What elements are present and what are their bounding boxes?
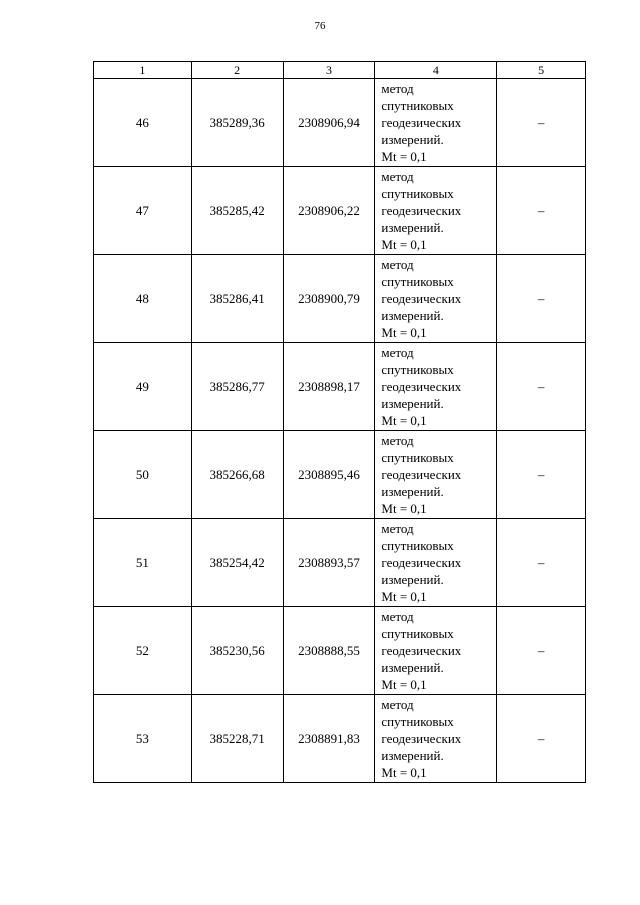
- method-line: спутниковых: [381, 186, 454, 201]
- method-cell: [375, 167, 497, 255]
- point-number-cell: 47: [94, 167, 192, 255]
- method-line: Mt = 0,1: [381, 589, 427, 604]
- method-line: метод: [381, 169, 414, 184]
- y-coordinate-cell: 2308891,83: [283, 695, 375, 783]
- method-cell: [375, 343, 497, 431]
- method-line: геодезических: [381, 467, 462, 482]
- method-line: метод: [381, 521, 414, 536]
- x-coordinate-cell: 385286,41: [191, 255, 283, 343]
- method-line: спутниковых: [381, 626, 454, 641]
- method-line: метод: [381, 609, 414, 624]
- point-number-cell: 49: [94, 343, 192, 431]
- page-number: 76: [314, 20, 326, 32]
- x-coordinate-cell: 385230,56: [191, 607, 283, 695]
- x-coordinate-cell: 385289,36: [191, 79, 283, 167]
- point-number-cell: 46: [94, 79, 192, 167]
- method-line: спутниковых: [381, 538, 454, 553]
- table-body: [94, 79, 586, 783]
- method-line: Mt = 0,1: [381, 765, 427, 780]
- method-cell: [375, 431, 497, 519]
- point-number-cell: 51: [94, 519, 192, 607]
- method-cell: [375, 695, 497, 783]
- method-line: геодезических: [381, 115, 462, 130]
- y-coordinate-cell: 2308893,57: [283, 519, 375, 607]
- method-line: метод: [381, 257, 414, 272]
- y-coordinate-cell: 2308906,22: [283, 167, 375, 255]
- method-line: Mt = 0,1: [381, 325, 427, 340]
- column-header-3: 3: [283, 62, 375, 79]
- method-line: геодезических: [381, 643, 462, 658]
- table-row: [94, 519, 586, 607]
- method-line: геодезических: [381, 291, 462, 306]
- column-header-1: 1: [94, 62, 192, 79]
- table-row: [94, 431, 586, 519]
- method-line: спутниковых: [381, 714, 454, 729]
- method-line: Mt = 0,1: [381, 237, 427, 252]
- method-line: геодезических: [381, 555, 462, 570]
- method-line: метод: [381, 345, 414, 360]
- column-header-5: 5: [497, 62, 586, 79]
- y-coordinate-cell: 2308888,55: [283, 607, 375, 695]
- method-line: геодезических: [381, 731, 462, 746]
- x-coordinate-cell: 385254,42: [191, 519, 283, 607]
- method-line: Mt = 0,1: [381, 501, 427, 516]
- method-line: Mt = 0,1: [381, 149, 427, 164]
- table-row: [94, 343, 586, 431]
- method-line: спутниковых: [381, 274, 454, 289]
- x-coordinate-cell: 385286,77: [191, 343, 283, 431]
- note-cell: –: [497, 343, 586, 431]
- coordinates-table: [93, 61, 586, 783]
- table-header-row: [94, 62, 586, 79]
- method-line: спутниковых: [381, 98, 454, 113]
- method-line: измерений.: [381, 572, 444, 587]
- table-row: [94, 167, 586, 255]
- y-coordinate-cell: 2308900,79: [283, 255, 375, 343]
- note-cell: –: [497, 431, 586, 519]
- point-number-cell: 53: [94, 695, 192, 783]
- method-cell: [375, 255, 497, 343]
- method-line: метод: [381, 433, 414, 448]
- method-line: измерений.: [381, 396, 444, 411]
- note-cell: –: [497, 519, 586, 607]
- point-number-cell: 50: [94, 431, 192, 519]
- x-coordinate-cell: 385228,71: [191, 695, 283, 783]
- note-cell: –: [497, 607, 586, 695]
- method-cell: [375, 79, 497, 167]
- y-coordinate-cell: 2308898,17: [283, 343, 375, 431]
- table-row: [94, 79, 586, 167]
- note-cell: –: [497, 167, 586, 255]
- method-line: метод: [381, 697, 414, 712]
- method-line: измерений.: [381, 132, 444, 147]
- method-line: геодезических: [381, 379, 462, 394]
- method-cell: [375, 519, 497, 607]
- column-header-4: 4: [375, 62, 497, 79]
- method-line: измерений.: [381, 660, 444, 675]
- method-line: Mt = 0,1: [381, 413, 427, 428]
- table-row: [94, 255, 586, 343]
- note-cell: –: [497, 255, 586, 343]
- method-line: измерений.: [381, 484, 444, 499]
- method-line: измерений.: [381, 308, 444, 323]
- method-line: спутниковых: [381, 450, 454, 465]
- note-cell: –: [497, 695, 586, 783]
- method-line: геодезических: [381, 203, 462, 218]
- note-cell: –: [497, 79, 586, 167]
- column-header-2: 2: [191, 62, 283, 79]
- method-line: метод: [381, 81, 414, 96]
- x-coordinate-cell: 385285,42: [191, 167, 283, 255]
- method-line: измерений.: [381, 748, 444, 763]
- table-row: [94, 695, 586, 783]
- x-coordinate-cell: 385266,68: [191, 431, 283, 519]
- method-line: спутниковых: [381, 362, 454, 377]
- y-coordinate-cell: 2308906,94: [283, 79, 375, 167]
- method-cell: [375, 607, 497, 695]
- table-row: [94, 607, 586, 695]
- y-coordinate-cell: 2308895,46: [283, 431, 375, 519]
- method-line: измерений.: [381, 220, 444, 235]
- method-line: Mt = 0,1: [381, 677, 427, 692]
- point-number-cell: 52: [94, 607, 192, 695]
- point-number-cell: 48: [94, 255, 192, 343]
